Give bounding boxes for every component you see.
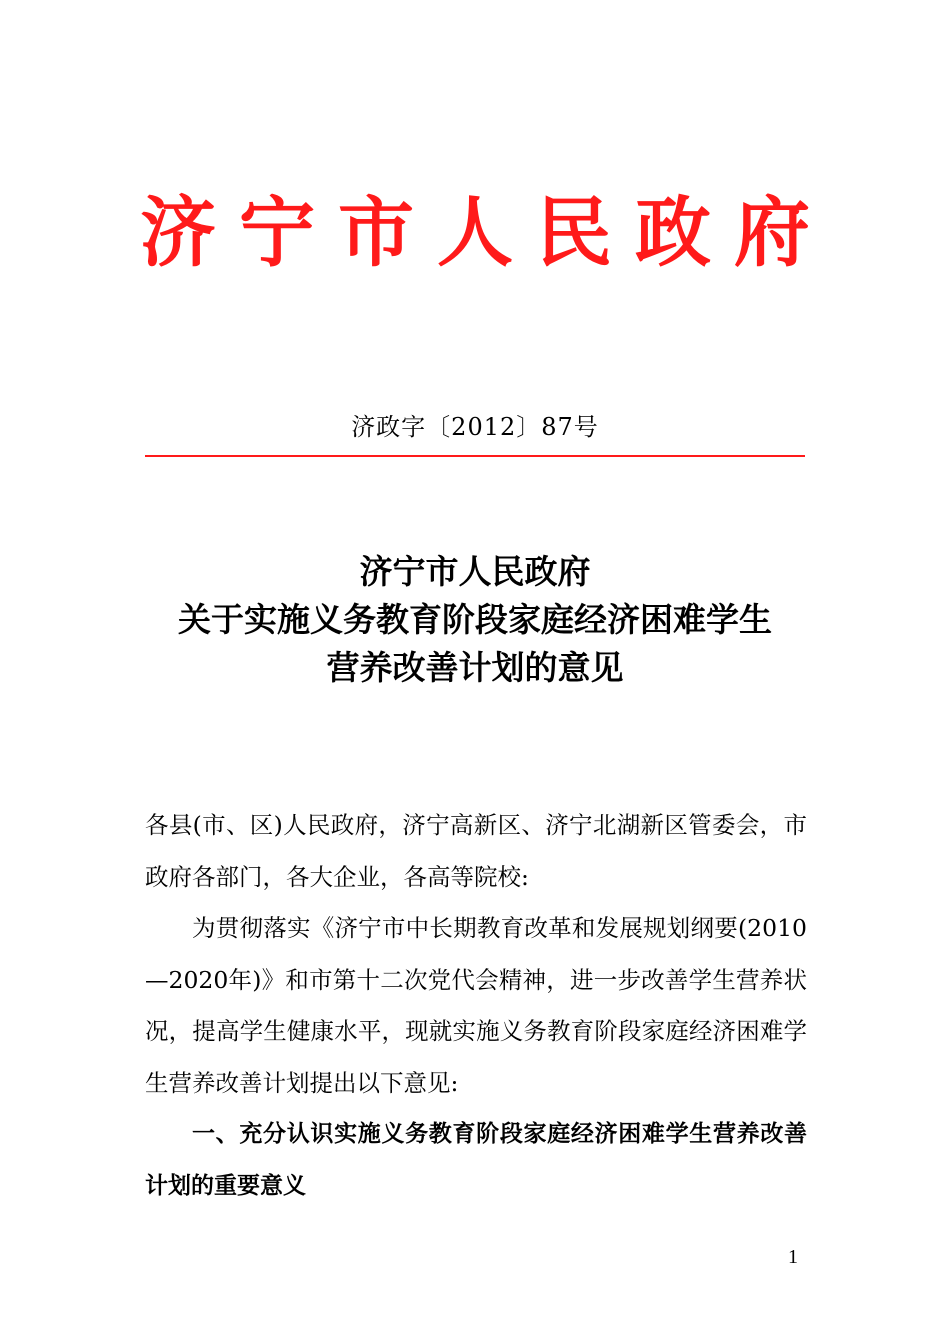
page-number: 1 <box>788 1246 798 1268</box>
masthead-title <box>140 178 810 288</box>
masthead-char: 宁 <box>239 188 315 277</box>
recipients-paragraph: 各县(市、区)人民政府，济宁高新区、济宁北湖新区管委会，市政府各部门，各大企业，各高等院校: <box>145 811 807 891</box>
title-line: 关于实施义务教育阶段家庭经济困难学生 <box>178 600 772 639</box>
red-divider <box>145 455 805 457</box>
masthead-char: 人 <box>437 188 513 277</box>
masthead-char: 济 <box>140 188 216 277</box>
masthead-char: 政 <box>635 188 711 277</box>
document-body <box>145 800 807 1212</box>
section-heading: 一、充分认识实施义务教育阶段家庭经济困难学生营养改善计划的重要意义 <box>145 1121 807 1199</box>
masthead-char: 府 <box>734 188 810 277</box>
title-line: 营养改善计划的意见 <box>326 648 624 687</box>
document-title <box>0 548 950 692</box>
document-number: 济政字〔2012〕87号 <box>351 413 599 441</box>
masthead-char: 市 <box>338 188 414 277</box>
masthead-char: 民 <box>536 188 612 277</box>
title-line: 济宁市人民政府 <box>359 552 591 591</box>
intro-paragraph: 为贯彻落实《济宁市中长期教育改革和发展规划纲要(2010—2020年)》和市第十二次党代会精神，进一步改善学生营养状况，提高学生健康水平，现就实施义务教育阶段家庭经济困难学生营养改善计划提出以下意见: <box>145 914 807 1097</box>
